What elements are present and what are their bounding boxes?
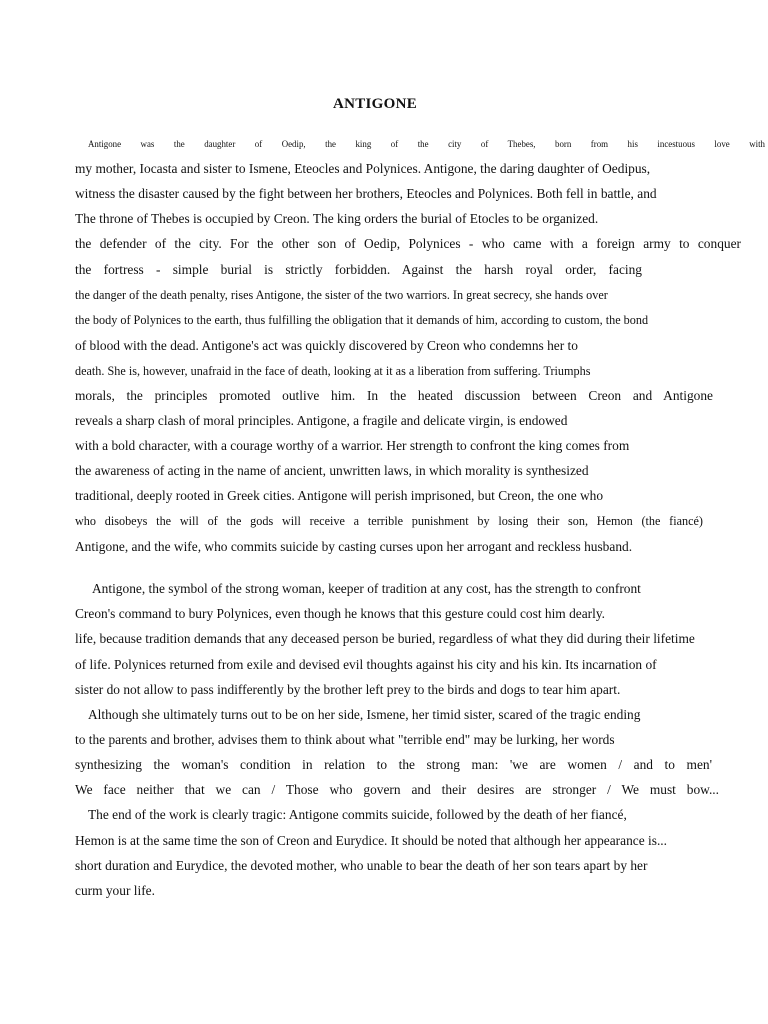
paragraph-2-line-3: life, because tradition demands that any deceased person be buried, regardless of what they did during their lifetime	[75, 631, 695, 646]
paragraph-2-line-6: Although she ultimately turns out to be on her side, Ismene, her timid sister, scared of the tragic ending	[88, 707, 641, 722]
paragraph-2-line-12: short duration and Eurydice, the devoted mother, who unable to bear the death of her son tears apart by her	[75, 858, 648, 873]
document-title: ANTIGONE	[332, 96, 418, 112]
paragraph-1-line-16: who disobeys the will of the gods will receive a terrible punishment by losing their son, Hemon (the fiancé)	[75, 514, 703, 528]
paragraph-1-line-4: The throne of Thebes is occupied by Creon. The king orders the burial of Etocles to be organized.	[75, 211, 599, 226]
paragraph-1-line-2: my mother, Iocasta and sister to Ismene, Eteocles and Polynices. Antigone, the daring daughter of Oedipus,	[75, 161, 651, 176]
paragraph-1-line-1: Antigone was the daughter of Oedip, the king of the city of Thebes, born from his incestuous love with	[88, 139, 765, 149]
paragraph-1-line-13: with a bold character, with a courage worthy of a warrior. Her strength to confront the king comes from	[75, 438, 630, 453]
paragraph-1-line-15: traditional, deeply rooted in Greek cities. Antigone will perish imprisoned, but Creon, the one who	[75, 488, 604, 503]
paragraph-1-line-9: of blood with the dead. Antigone's act was quickly discovered by Creon who condemns her to	[75, 338, 578, 353]
paragraph-2-line-11: Hemon is at the same time the son of Creon and Eurydice. It should be noted that although her appearance is...	[75, 833, 667, 848]
paragraph-2-line-5: sister do not allow to pass indifferently by the brother left prey to the birds and dogs to tear him apart.	[75, 682, 621, 697]
paragraph-2-line-1: Antigone, the symbol of the strong woman, keeper of tradition at any cost, has the strength to confront	[92, 581, 641, 596]
paragraph-1-line-17: Antigone, and the wife, who commits suicide by casting curses upon her arrogant and reckless husband.	[75, 539, 633, 554]
paragraph-1-line-7: the danger of the death penalty, rises Antigone, the sister of the two warriors. In great secrecy, she hands over	[75, 288, 608, 302]
paragraph-2-line-2: Creon's command to bury Polynices, even though he knows that this gesture could cost him dearly.	[75, 606, 606, 621]
paragraph-2-line-13: curm your life.	[75, 883, 155, 898]
paragraph-2-line-7: to the parents and brother, advises them to think about what "terrible end" may be lurking, her words	[75, 732, 615, 747]
paragraph-1-line-5: the defender of the city. For the other son of Oedip, Polynices - who came with a foreign army to conquer	[75, 236, 741, 251]
paragraph-1-line-12: reveals a sharp clash of moral principles. Antigone, a fragile and delicate virgin, is endowed	[75, 413, 568, 428]
paragraph-1-line-8: the body of Polynices to the earth, thus fulfilling the obligation that it demands of him, according to custom, the bond	[75, 313, 649, 327]
paragraph-2-line-4: of life. Polynices returned from exile and devised evil thoughts against his city and his kin. Its incarnation of	[75, 657, 657, 672]
paragraph-1-line-10: death. She is, however, unafraid in the face of death, looking at it as a liberation from suffering. Triumphs	[75, 364, 591, 378]
paragraph-2-line-8: synthesizing the woman's condition in relation to the strong man: 'we are women / and to men'	[75, 757, 712, 772]
paragraph-2-line-10: The end of the work is clearly tragic: Antigone commits suicide, followed by the death of her fiancé,	[88, 807, 627, 822]
paragraph-2-line-9: We face neither that we can / Those who govern and their desires are stronger / We must bow...	[75, 782, 719, 797]
paragraph-1-line-6: the fortress - simple burial is strictly forbidden. Against the harsh royal order, facing	[75, 262, 642, 277]
paragraph-1-line-11: morals, the principles promoted outlive him. In the heated discussion between Creon and Antigone	[75, 388, 713, 403]
paragraph-1-line-3: witness the disaster caused by the fight between her brothers, Eteocles and Polynices. Both fell in battle, and	[75, 186, 657, 201]
paragraph-1-line-14: the awareness of acting in the name of ancient, unwritten laws, in which morality is synthesized	[75, 463, 589, 478]
